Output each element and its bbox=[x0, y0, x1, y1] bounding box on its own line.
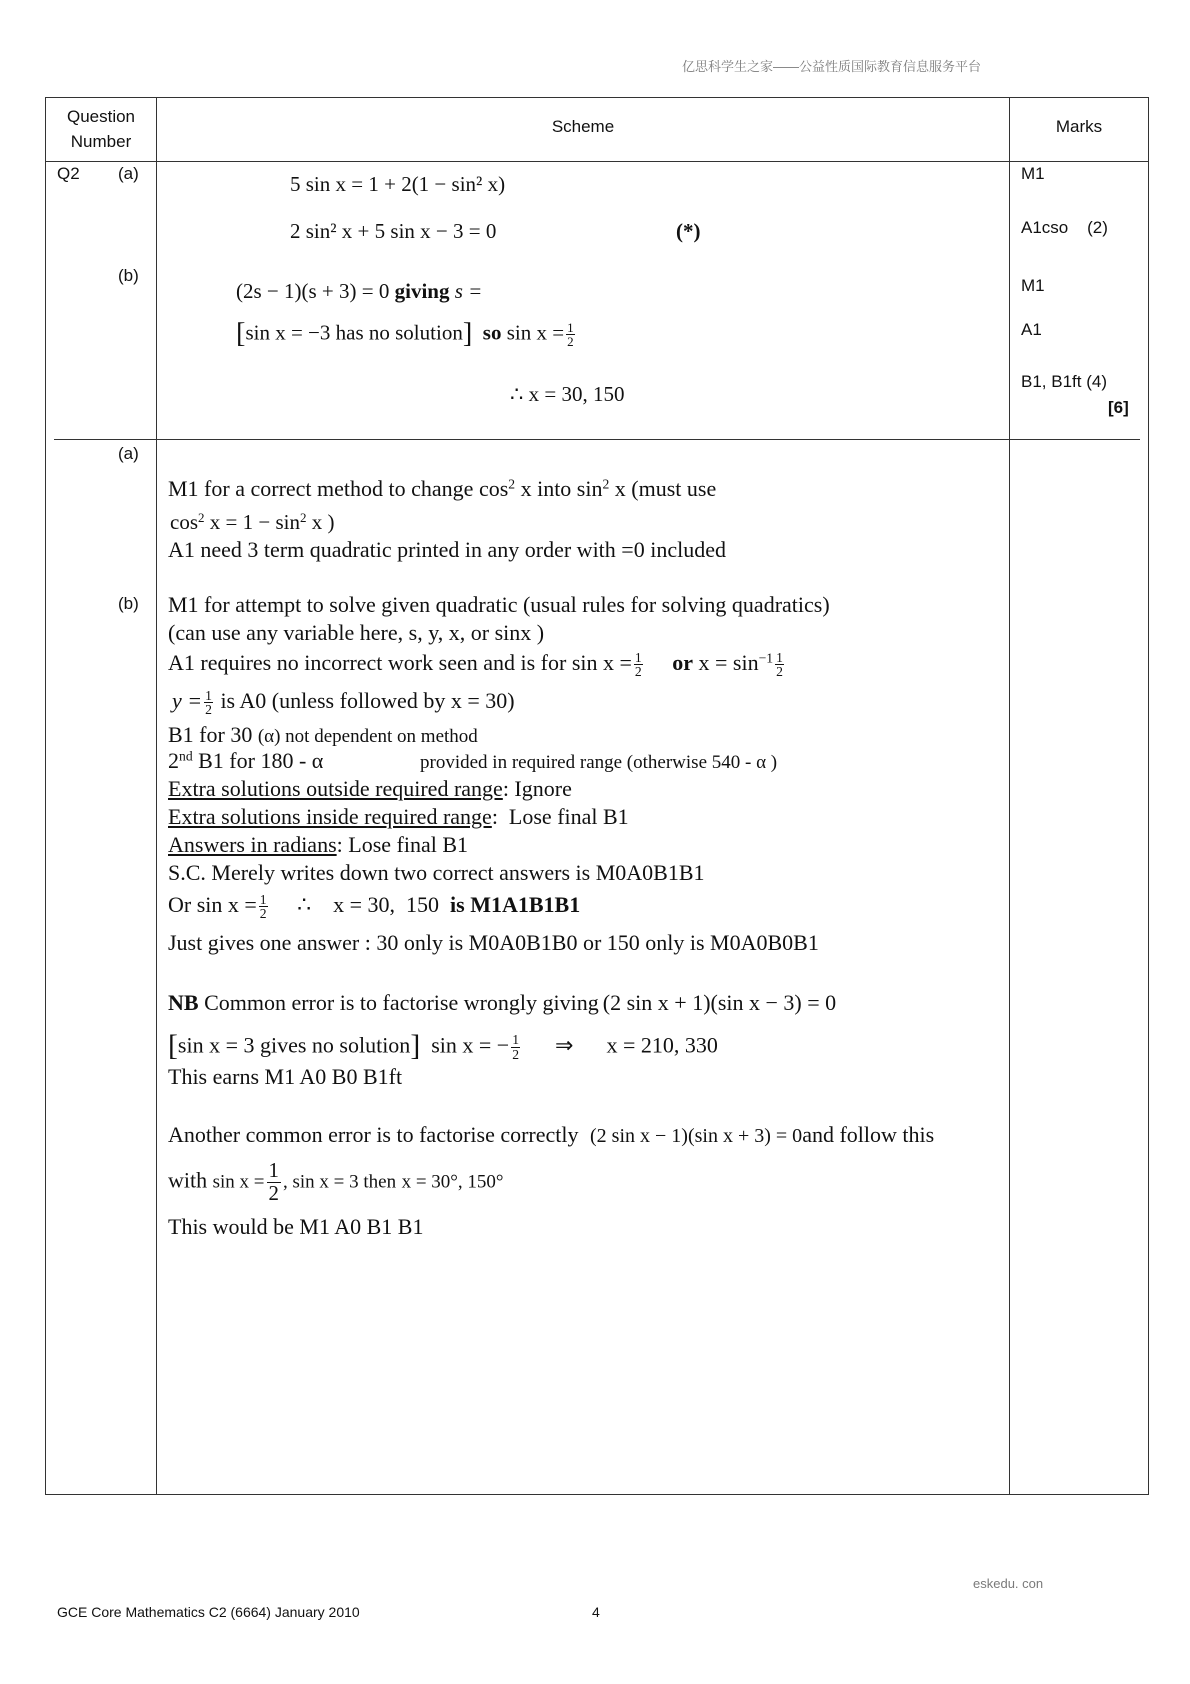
extra-outside: Extra solutions outside required range bbox=[168, 776, 503, 801]
frac-den: 2 bbox=[205, 702, 212, 718]
given-star: (*) bbox=[676, 219, 701, 243]
no-solution-text: sin x = −3 has no solution bbox=[245, 320, 463, 345]
so-word: so bbox=[482, 320, 502, 345]
frac-den: 2 bbox=[512, 1047, 520, 1063]
table-border-left bbox=[45, 97, 46, 1495]
lose-final-b1-rad: : Lose final B1 bbox=[336, 832, 469, 857]
frac-den: 2 bbox=[776, 664, 783, 680]
half-frac-6 bbox=[267, 1160, 281, 1205]
with-sin: sin x = bbox=[212, 1171, 265, 1193]
must-use: x (must use bbox=[609, 476, 717, 501]
into-sin: x into sin bbox=[515, 476, 603, 501]
a1-requires: A1 requires no incorrect work seen and is for bbox=[168, 650, 567, 675]
sin-3-then: , sin x = 3 then bbox=[282, 1171, 397, 1193]
header-scheme: Scheme bbox=[551, 117, 615, 136]
column-divider-1 bbox=[156, 97, 157, 1495]
not-dependent: (α) not dependent on method bbox=[257, 726, 478, 747]
footer-title: GCE Core Mathematics C2 (6664) January 2010 bbox=[57, 1604, 360, 1620]
inverse-sup: −1 bbox=[758, 650, 774, 666]
header-question-line2: Number bbox=[70, 132, 132, 151]
half-frac-2 bbox=[775, 651, 784, 679]
page-number: 4 bbox=[592, 1604, 600, 1620]
x-degrees: x = 30°, 150° bbox=[401, 1171, 504, 1193]
ignore: : Ignore bbox=[502, 776, 572, 801]
notes-b-line9 bbox=[168, 832, 468, 858]
is-m1a1b1b1: is M1A1B1B1 bbox=[450, 892, 581, 917]
nb-solutions: x = 210, 330 bbox=[606, 1032, 718, 1058]
notes-b-label: (b) bbox=[118, 594, 139, 613]
another-equation: (2 sin x − 1)(sin x + 3) = 0 bbox=[590, 1125, 803, 1147]
half-frac-1 bbox=[634, 651, 643, 679]
sin-result: sin x = bbox=[506, 320, 565, 345]
nb-sin-neg: sin x = − bbox=[431, 1032, 510, 1058]
mark-b2: A1 bbox=[1021, 320, 1042, 339]
cos-identity-c: x ) bbox=[306, 510, 335, 534]
nb-equation: (2 sin x + 1)(sin x − 3) = 0 bbox=[602, 990, 837, 1015]
notes-b-line2: (can use any variable here, s, y, x, or sinx ) bbox=[168, 620, 545, 645]
half-frac-3 bbox=[204, 689, 213, 717]
table-border-right bbox=[1148, 97, 1149, 1495]
nb-line2 bbox=[168, 1030, 718, 1063]
frac-num: 1 bbox=[205, 687, 212, 703]
follow-this: and follow this bbox=[802, 1122, 935, 1147]
section-divider bbox=[54, 439, 1140, 440]
notes-b-line10: S.C. Merely writes down two correct answers is M0A0B1B1 bbox=[168, 860, 705, 885]
therefore-30-150: ∴ x = 30, 150 bbox=[297, 892, 440, 917]
notes-a-line2: $\cos^2 x = 1 - \sin^2 x$ ) bbox=[170, 509, 335, 534]
lose-final-b1: : Lose final B1 bbox=[491, 804, 629, 829]
half-frac-5 bbox=[511, 1033, 520, 1061]
nd-sup: nd bbox=[179, 748, 193, 764]
question-number: Q2 bbox=[57, 164, 80, 183]
nb-line1 bbox=[168, 990, 836, 1016]
notes-b-line7 bbox=[168, 776, 572, 802]
with-word: with bbox=[168, 1167, 208, 1193]
notes-b-line8 bbox=[168, 804, 629, 830]
y-eq: y = bbox=[172, 688, 203, 713]
column-divider-2 bbox=[1009, 97, 1010, 1495]
site-header: 亿思科学生之家——公益性质国际教育信息服务平台 bbox=[682, 59, 982, 74]
notes-b-line11 bbox=[168, 892, 580, 921]
header-question-line1: Question bbox=[66, 107, 136, 126]
mark-b1: M1 bbox=[1021, 276, 1045, 295]
frac-num: 1 bbox=[776, 649, 783, 665]
frac-num: 1 bbox=[259, 891, 267, 907]
nb-close-bracket: ] bbox=[410, 1030, 421, 1062]
nb-bold: NB bbox=[168, 990, 199, 1015]
frac-den: 2 bbox=[259, 906, 267, 922]
answers-radians: Answers in radians bbox=[168, 832, 337, 857]
equation-a2: 2 sin² x + 5 sin x − 3 = 0 bbox=[290, 219, 497, 243]
extra-inside: Extra solutions inside required range bbox=[168, 804, 492, 829]
or-sin: Or sin x = bbox=[168, 892, 257, 917]
notes-b-line1: M1 for attempt to solve given quadratic (usual rules for solving quadratics) bbox=[168, 592, 830, 617]
notes-a-line1: M1 for a correct method to change $\cos^2 x$ into $\sin^2 x$ (must use bbox=[168, 476, 717, 501]
fraction-half bbox=[566, 321, 575, 348]
equation-b2 bbox=[236, 318, 577, 350]
notes-b-line5 bbox=[168, 722, 478, 748]
nb-text: Common error is to factorise wrongly giving bbox=[204, 990, 599, 1015]
frac-den: 2 bbox=[567, 334, 574, 350]
another-line2 bbox=[168, 1160, 504, 1205]
frac-num: 1 bbox=[268, 1158, 279, 1182]
total-marks: [6] bbox=[1108, 398, 1129, 417]
b1-180: B1 for 180 - α bbox=[198, 748, 324, 773]
notes-b-line12: Just gives one answer : 30 only is M0A0B1B0 or 150 only is M0A0B0B1 bbox=[168, 930, 819, 955]
cos-identity-a: cos bbox=[170, 510, 198, 534]
header-marks: Marks bbox=[1055, 117, 1103, 136]
frac-num: 1 bbox=[567, 320, 574, 336]
equation-b1-factorised: (2s − 1)(s + 3) = 0 bbox=[236, 279, 390, 303]
x-eq: x = bbox=[698, 650, 728, 675]
frac-den: 2 bbox=[268, 1180, 279, 1205]
mark-a2: A1cso (2) bbox=[1021, 218, 1108, 237]
second: 2 bbox=[168, 748, 179, 773]
another-text: Another common error is to factorise correctly bbox=[168, 1122, 579, 1147]
another-line3: This would be M1 A0 B1 B1 bbox=[168, 1214, 424, 1239]
part-b-label: (b) bbox=[118, 266, 139, 285]
frac-num: 1 bbox=[512, 1032, 520, 1048]
notes-a-line1-text: M1 for a correct method to change bbox=[168, 476, 474, 501]
mark-a1: M1 bbox=[1021, 164, 1045, 183]
part-a-label: (a) bbox=[118, 164, 139, 183]
b1-for-30: B1 for 30 bbox=[168, 722, 253, 747]
x-30: x = 30) bbox=[450, 688, 515, 713]
implies-arrow: ⇒ bbox=[555, 1032, 574, 1058]
open-bracket: [ bbox=[236, 318, 246, 349]
nb-no-solution: sin x = 3 gives no solution bbox=[177, 1032, 411, 1058]
notes-a-line3: A1 need 3 term quadratic printed in any order with =0 included bbox=[168, 537, 726, 562]
header-divider bbox=[45, 161, 1149, 162]
notes-b-line6 bbox=[168, 748, 323, 774]
sin-x-eq: sin x = bbox=[571, 650, 632, 675]
notes-b-line6-provided: provided in required range (otherwise 540 - α ) bbox=[420, 752, 778, 773]
is-a0: is A0 (unless followed by bbox=[220, 688, 446, 713]
solutions-b: ∴ x = 30, 150 bbox=[510, 382, 625, 406]
nb-line3: This earns M1 A0 B0 B1ft bbox=[168, 1064, 403, 1089]
variable-s: s = bbox=[454, 279, 483, 303]
nb-open-bracket: [ bbox=[168, 1030, 178, 1062]
cos-identity-b: x = 1 − sin bbox=[204, 510, 300, 534]
table-border-top bbox=[45, 97, 1149, 98]
notes-a-label: (a) bbox=[118, 444, 139, 463]
close-bracket: ] bbox=[462, 318, 473, 349]
footer-site: eskedu. con bbox=[973, 1576, 1044, 1591]
cos-word: cos bbox=[478, 476, 509, 501]
notes-b-line3 bbox=[168, 650, 786, 679]
frac-num: 1 bbox=[634, 649, 642, 665]
table-border-bottom bbox=[45, 1494, 1149, 1495]
mark-b3: B1, B1ft (4) bbox=[1021, 372, 1107, 391]
half-frac-4 bbox=[259, 893, 268, 921]
notes-b-line4 bbox=[172, 688, 515, 717]
or-word: or bbox=[672, 650, 693, 675]
header-question-number bbox=[46, 104, 156, 154]
giving-word: giving bbox=[394, 279, 450, 303]
frac-den: 2 bbox=[634, 664, 642, 680]
equation-a1: 5 sin x = 1 + 2(1 − sin² x) bbox=[290, 172, 506, 196]
arcsin: sin bbox=[732, 650, 759, 675]
equation-b1 bbox=[236, 279, 482, 304]
another-line1 bbox=[168, 1122, 934, 1148]
